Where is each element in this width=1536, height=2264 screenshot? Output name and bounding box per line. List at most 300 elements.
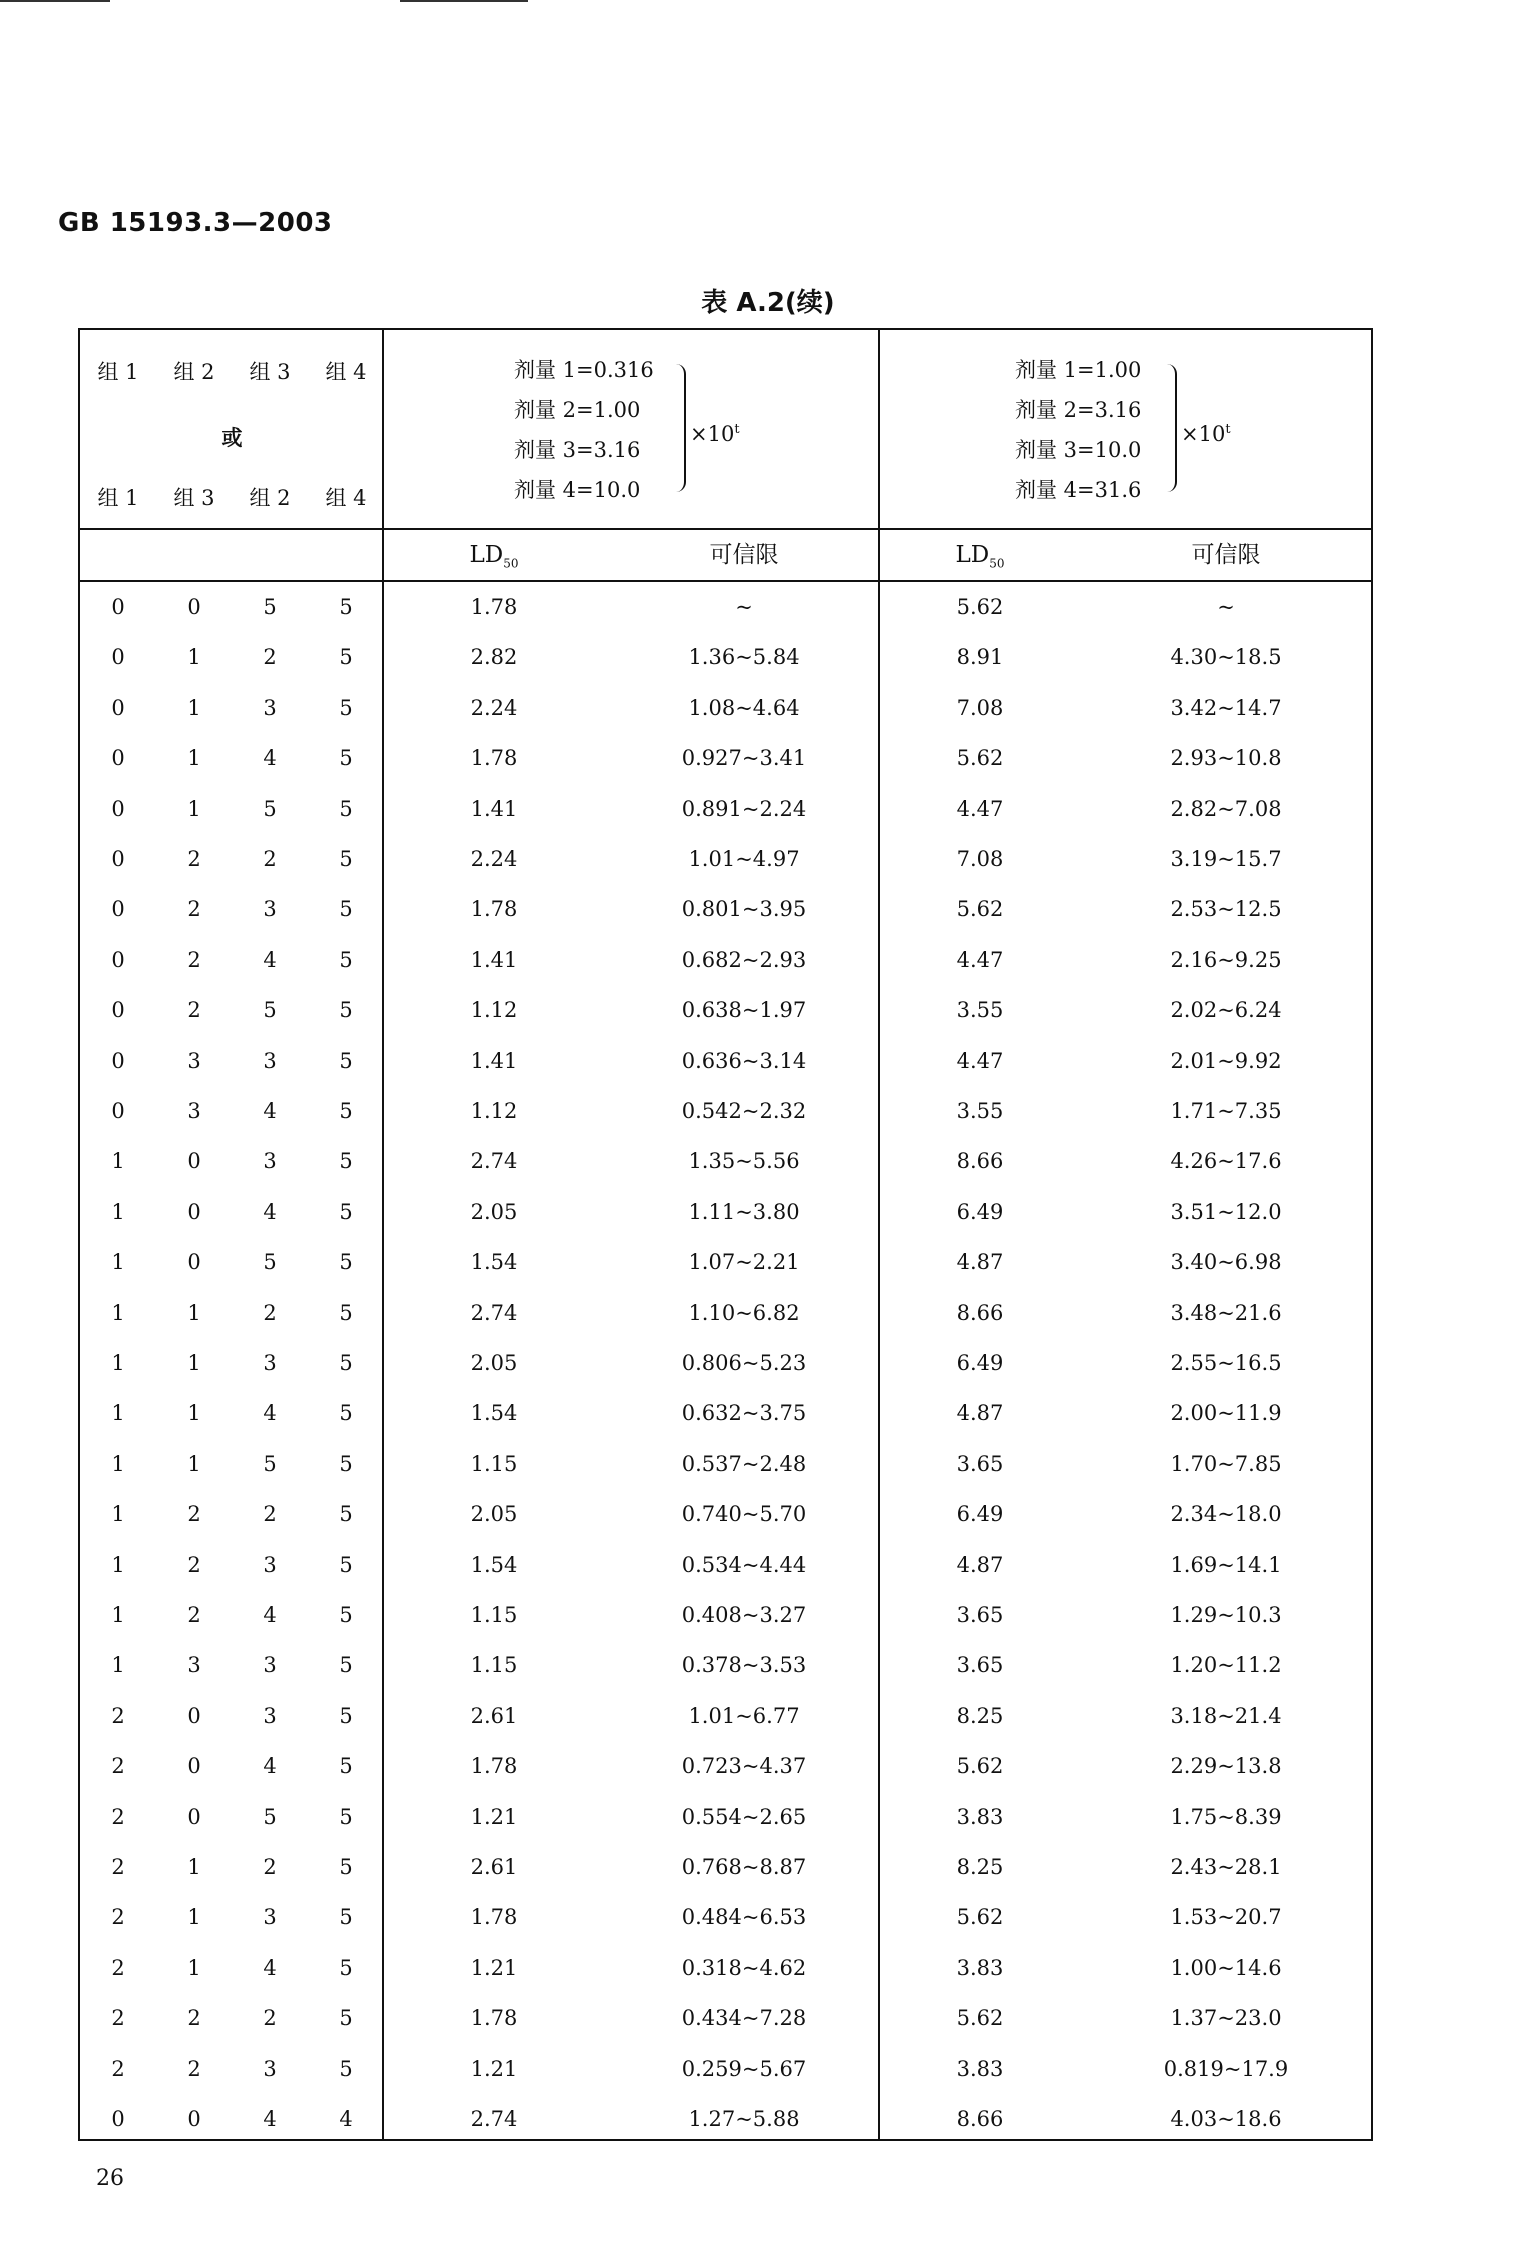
dose-line: 剂量 4=10.0 <box>514 478 641 502</box>
ld50-cell-2: 4.47 <box>956 1048 1004 1073</box>
ld50-cell-1: 1.78 <box>470 746 518 771</box>
confidence-limit-cell-2: 1.37~23.0 <box>1170 2006 1282 2031</box>
ld50-cell-1: 2.24 <box>470 695 518 720</box>
table-row <box>80 1439 1371 1489</box>
group-3-cell: 5 <box>263 1250 277 1275</box>
dose-line: 剂量 2=3.16 <box>1015 398 1142 422</box>
dose-multiplier <box>1181 410 1231 450</box>
group-3-cell: 5 <box>263 998 277 1023</box>
group-2-cell: 2 <box>187 1502 201 1527</box>
group-4-cell: 5 <box>339 2006 353 2031</box>
group-4-cell: 5 <box>339 1199 353 1224</box>
table-row <box>80 2044 1371 2094</box>
data-table <box>78 328 1373 2141</box>
confidence-limit-cell-1: 0.537~2.48 <box>681 1451 807 1476</box>
group-3-cell: 4 <box>263 2107 277 2131</box>
confidence-limit-cell-2: 4.26~17.6 <box>1170 1149 1282 1174</box>
group-1-cell: 0 <box>111 1099 125 1123</box>
brace-mark <box>1165 364 1177 492</box>
ld50-cell-1: 1.15 <box>470 1603 518 1627</box>
ld50-cell-1: 1.78 <box>470 897 518 922</box>
group-3-cell: 4 <box>263 1955 277 1980</box>
confidence-limit-cell-1: 0.682~2.93 <box>681 947 807 972</box>
confidence-limit-cell-2: 2.34~18.0 <box>1170 1502 1282 1527</box>
group-4-cell: 5 <box>339 1754 353 1779</box>
confidence-limit-cell-2: 2.93~10.8 <box>1170 746 1282 771</box>
group-4-cell: 5 <box>339 1149 353 1174</box>
ld50-cell-1: 1.54 <box>470 1552 518 1577</box>
group-2-cell: 0 <box>187 1804 201 1829</box>
ld50-cell-2: 3.83 <box>956 2056 1004 2081</box>
group-label: 组 4 <box>325 486 367 510</box>
confidence-limit-cell-1: 0.636~3.14 <box>681 1048 807 1073</box>
group-4-cell: 5 <box>339 645 353 670</box>
group-4-cell: 5 <box>339 595 353 619</box>
ld50-cell-1: 2.05 <box>470 1502 518 1527</box>
dose-multiplier <box>690 410 740 450</box>
group-3-cell: 4 <box>263 1401 277 1426</box>
dose-line: 剂量 4=31.6 <box>1015 478 1142 502</box>
ld50-cell-2: 3.83 <box>956 1955 1004 1980</box>
ld50-cell-2: 4.87 <box>956 1401 1004 1426</box>
group-4-cell: 5 <box>339 1552 353 1577</box>
ld50-cell-1: 1.41 <box>470 1048 518 1073</box>
ld50-cell-1: 2.74 <box>470 2107 518 2131</box>
group-1-cell: 2 <box>111 1804 125 1829</box>
table-row <box>80 1842 1371 1892</box>
group-3-cell: 2 <box>263 645 277 670</box>
confidence-limit-cell-1: 0.806~5.23 <box>681 1351 807 1375</box>
table-row <box>80 1136 1371 1186</box>
group-1-cell: 1 <box>111 1250 125 1275</box>
ld50-cell-1: 1.54 <box>470 1401 518 1426</box>
group-4-cell: 5 <box>339 1653 353 1678</box>
standard-code: GB 15193.3—2003 <box>58 208 333 238</box>
confidence-limit-cell-2: 4.30~18.5 <box>1170 645 1282 670</box>
group-3-cell: 5 <box>263 595 277 619</box>
table-row <box>80 1640 1371 1690</box>
group-1-cell: 2 <box>111 2056 125 2081</box>
group-3-cell: 4 <box>263 1199 277 1224</box>
confidence-limit-cell-1: 0.891~2.24 <box>681 796 807 821</box>
group-1-cell: 1 <box>111 1300 125 1325</box>
confidence-limit-cell-2: 1.53~20.7 <box>1170 1905 1282 1930</box>
table-row <box>80 632 1371 682</box>
confidence-limit-cell-1: 0.434~7.28 <box>681 2006 807 2031</box>
dose-line: 剂量 3=10.0 <box>1015 438 1142 462</box>
ld50-cell-1: 1.12 <box>470 998 518 1023</box>
table-row <box>80 1892 1371 1942</box>
confidence-limit-cell-2: 2.43~28.1 <box>1170 1855 1282 1879</box>
ld50-cell-2: 3.65 <box>956 1603 1004 1627</box>
confidence-limit-cell-1: 0.318~4.62 <box>681 1955 807 1980</box>
confidence-limit-cell-2: 1.00~14.6 <box>1170 1955 1282 1980</box>
ld50-cell-1: 1.15 <box>470 1451 518 1476</box>
ld50-cell-1: 1.78 <box>470 1905 518 1930</box>
group-2-cell: 2 <box>187 897 201 922</box>
confidence-limit-cell-2: ~ <box>1217 595 1235 619</box>
group-2-cell: 0 <box>187 1754 201 1779</box>
ld50-header-1 <box>384 530 604 580</box>
group-3-cell: 5 <box>263 1451 277 1476</box>
ld50-cell-2: 4.87 <box>956 1552 1004 1577</box>
group-2-cell: 1 <box>187 796 201 821</box>
group-2-cell: 3 <box>187 1099 201 1123</box>
group-4-cell: 5 <box>339 1250 353 1275</box>
group-4-cell: 5 <box>339 1099 353 1123</box>
group-1-cell: 2 <box>111 2006 125 2031</box>
confidence-limit-cell-1: 0.740~5.70 <box>681 1502 807 1527</box>
group-4-cell: 4 <box>339 2107 353 2131</box>
confidence-limit-cell-1: 1.10~6.82 <box>688 1300 800 1325</box>
ld50-cell-2: 5.62 <box>956 1905 1004 1930</box>
group-3-cell: 3 <box>263 1552 277 1577</box>
ld50-cell-2: 6.49 <box>956 1502 1004 1527</box>
ld50-cell-2: 4.47 <box>956 796 1004 821</box>
group-4-cell: 5 <box>339 1905 353 1930</box>
group-4-cell: 5 <box>339 897 353 922</box>
group-2-cell: 1 <box>187 1451 201 1476</box>
group-1-cell: 1 <box>111 1199 125 1224</box>
confidence-limit-cell-2: 2.02~6.24 <box>1170 998 1282 1023</box>
group-1-cell: 2 <box>111 1703 125 1728</box>
ld50-cell-1: 1.78 <box>470 2006 518 2031</box>
ld50-cell-2: 8.66 <box>956 1300 1004 1325</box>
group-2-cell: 1 <box>187 1905 201 1930</box>
confidence-limit-cell-1: 0.768~8.87 <box>681 1855 807 1879</box>
dose-line: 剂量 1=1.00 <box>1015 358 1142 382</box>
group-2-cell: 2 <box>187 1603 201 1627</box>
ld50-cell-1: 2.82 <box>470 645 518 670</box>
table-row <box>80 1187 1371 1237</box>
confidence-limit-cell-2: 3.40~6.98 <box>1170 1250 1282 1275</box>
group-1-cell: 2 <box>111 1905 125 1930</box>
confidence-limit-cell-1: 0.542~2.32 <box>681 1099 807 1123</box>
ld50-cell-2: 3.65 <box>956 1653 1004 1678</box>
group-label: 组 4 <box>325 360 367 384</box>
group-1-cell: 0 <box>111 645 125 670</box>
table-row <box>80 1288 1371 1338</box>
group-2-cell: 1 <box>187 1351 201 1375</box>
group-2-cell: 1 <box>187 1300 201 1325</box>
group-4-cell: 5 <box>339 1804 353 1829</box>
confidence-limit-cell-2: 1.20~11.2 <box>1170 1653 1282 1678</box>
ld50-cell-2: 8.25 <box>956 1703 1004 1728</box>
ld50-cell-2: 8.91 <box>956 645 1004 670</box>
group-1-cell: 1 <box>111 1451 125 1476</box>
group-2-cell: 3 <box>187 1653 201 1678</box>
group-4-cell: 5 <box>339 1955 353 1980</box>
group-label: 组 1 <box>97 360 139 384</box>
group-3-cell: 3 <box>263 1653 277 1678</box>
group-1-cell: 0 <box>111 947 125 972</box>
group-4-cell: 5 <box>339 1300 353 1325</box>
group-3-cell: 3 <box>263 1149 277 1174</box>
confidence-limit-cell-1: 0.723~4.37 <box>681 1754 807 1779</box>
group-3-cell: 2 <box>263 847 277 871</box>
group-2-cell: 3 <box>187 1048 201 1073</box>
group-3-cell: 2 <box>263 1300 277 1325</box>
table-row <box>80 1237 1371 1287</box>
group-2-cell: 1 <box>187 1855 201 1879</box>
confidence-limit-cell-2: 3.19~15.7 <box>1170 847 1282 871</box>
confidence-limit-cell-2: 0.819~17.9 <box>1163 2056 1289 2081</box>
group-1-cell: 0 <box>111 796 125 821</box>
group-2-cell: 0 <box>187 1149 201 1174</box>
group-4-cell: 5 <box>339 847 353 871</box>
confidence-limit-cell-2: 1.75~8.39 <box>1170 1804 1282 1829</box>
table-row <box>80 1993 1371 2043</box>
ld50-cell-2: 5.62 <box>956 595 1004 619</box>
table-row <box>80 1388 1371 1438</box>
group-2-cell: 0 <box>187 1199 201 1224</box>
ld50-cell-2: 5.62 <box>956 897 1004 922</box>
group-4-cell: 5 <box>339 947 353 972</box>
multiplier-text: ×10 <box>690 422 735 446</box>
group-2-cell: 1 <box>187 1401 201 1426</box>
table-title: 表 A.2(续) <box>701 288 835 318</box>
ld50-cell-1: 1.21 <box>470 2056 518 2081</box>
group-4-cell: 5 <box>339 2056 353 2081</box>
group-2-cell: 1 <box>187 746 201 771</box>
group-1-cell: 2 <box>111 1754 125 1779</box>
group-4-cell: 5 <box>339 1451 353 1476</box>
group-3-cell: 3 <box>263 1905 277 1930</box>
group-4-cell: 5 <box>339 1401 353 1426</box>
table-row <box>80 1540 1371 1590</box>
top-rule-2 <box>400 0 528 2</box>
group-3-cell: 4 <box>263 746 277 771</box>
ld50-cell-1: 1.78 <box>470 1754 518 1779</box>
group-2-cell: 1 <box>187 645 201 670</box>
confidence-limit-cell-2: 3.42~14.7 <box>1170 695 1282 720</box>
ld-label: LD <box>955 542 990 568</box>
brace-mark <box>674 364 686 492</box>
table-row <box>80 784 1371 834</box>
table-row <box>80 985 1371 1035</box>
page-number: 26 <box>96 2166 124 2191</box>
table-row <box>80 683 1371 733</box>
confidence-limit-cell-1: 1.01~4.97 <box>688 847 800 871</box>
group-2-cell: 0 <box>187 2107 201 2131</box>
confidence-limit-cell-1: 0.632~3.75 <box>681 1401 807 1426</box>
group-4-cell: 5 <box>339 1855 353 1879</box>
group-2-cell: 2 <box>187 2006 201 2031</box>
group-2-cell: 1 <box>187 1955 201 1980</box>
group-header <box>80 330 384 530</box>
group-3-cell: 4 <box>263 1754 277 1779</box>
confidence-limit-cell-1: 0.408~3.27 <box>681 1603 807 1627</box>
table-row <box>80 1792 1371 1842</box>
ld50-cell-2: 4.47 <box>956 947 1004 972</box>
ld50-cell-2: 6.49 <box>956 1199 1004 1224</box>
confidence-limit-cell-2: 1.29~10.3 <box>1170 1603 1282 1627</box>
confidence-limit-cell-2: 2.29~13.8 <box>1170 1754 1282 1779</box>
ld50-cell-1: 2.05 <box>470 1199 518 1224</box>
ld50-cell-1: 1.41 <box>470 796 518 821</box>
dose-line: 剂量 1=0.316 <box>514 358 654 382</box>
ld50-cell-1: 2.74 <box>470 1149 518 1174</box>
confidence-limit-cell-1: ~ <box>735 595 753 619</box>
ld50-header-2 <box>880 530 1080 580</box>
ld50-cell-1: 1.21 <box>470 1955 518 1980</box>
confidence-limit-cell-2: 3.18~21.4 <box>1170 1703 1282 1728</box>
confidence-limit-cell-1: 1.27~5.88 <box>688 2107 800 2131</box>
group-3-cell: 5 <box>263 796 277 821</box>
group-4-cell: 5 <box>339 1351 353 1375</box>
confidence-limit-cell-1: 0.259~5.67 <box>681 2056 807 2081</box>
group-label: 组 1 <box>97 486 139 510</box>
group-1-cell: 0 <box>111 2107 125 2131</box>
confidence-limit-cell-1: 1.01~6.77 <box>688 1703 800 1728</box>
ld50-cell-1: 1.15 <box>470 1653 518 1678</box>
group-2-cell: 1 <box>187 695 201 720</box>
group-1-cell: 1 <box>111 1603 125 1627</box>
group-1-cell: 2 <box>111 1855 125 1879</box>
group-1-cell: 1 <box>111 1502 125 1527</box>
confidence-limit-cell-2: 2.53~12.5 <box>1170 897 1282 922</box>
ld50-cell-1: 2.24 <box>470 847 518 871</box>
group-2-cell: 2 <box>187 998 201 1023</box>
ld50-cell-1: 2.74 <box>470 1300 518 1325</box>
confidence-limit-cell-2: 1.69~14.1 <box>1170 1552 1282 1577</box>
confidence-limit-cell-2: 1.70~7.85 <box>1170 1451 1282 1476</box>
ld50-cell-1: 2.61 <box>470 1703 518 1728</box>
group-4-cell: 5 <box>339 1703 353 1728</box>
group-2-cell: 0 <box>187 595 201 619</box>
table-row <box>80 1036 1371 1086</box>
ld50-cell-2: 8.66 <box>956 2107 1004 2131</box>
table-row <box>80 935 1371 985</box>
confidence-limit-cell-1: 0.801~3.95 <box>681 897 807 922</box>
confidence-limit-cell-1: 1.07~2.21 <box>688 1250 800 1275</box>
multiplier-exponent: t <box>734 422 740 437</box>
confidence-limit-cell-1: 0.534~4.44 <box>681 1552 807 1577</box>
group-3-cell: 4 <box>263 1099 277 1123</box>
group-4-cell: 5 <box>339 998 353 1023</box>
group-2-cell: 2 <box>187 847 201 871</box>
confidence-limit-cell-2: 2.82~7.08 <box>1170 796 1282 821</box>
ld50-cell-2: 8.25 <box>956 1855 1004 1879</box>
ld50-cell-1: 1.12 <box>470 1099 518 1123</box>
ld50-cell-2: 3.55 <box>956 1099 1004 1123</box>
group-1-cell: 0 <box>111 695 125 720</box>
ld-subscript: 50 <box>503 556 519 571</box>
ld50-cell-2: 4.87 <box>956 1250 1004 1275</box>
confidence-limit-cell-2: 1.71~7.35 <box>1170 1099 1282 1123</box>
group-3-cell: 3 <box>263 897 277 922</box>
confidence-limit-cell-2: 2.55~16.5 <box>1170 1351 1282 1375</box>
group-label: 组 3 <box>173 486 215 510</box>
ld-label: LD <box>469 542 504 568</box>
confidence-limit-header-1: 可信限 <box>709 542 779 568</box>
confidence-limit-cell-1: 1.08~4.64 <box>688 695 800 720</box>
ld50-cell-2: 5.62 <box>956 1754 1004 1779</box>
group-4-cell: 5 <box>339 746 353 771</box>
group-3-cell: 4 <box>263 947 277 972</box>
group-1-cell: 1 <box>111 1351 125 1375</box>
group-2-cell: 2 <box>187 1552 201 1577</box>
confidence-limit-cell-2: 4.03~18.6 <box>1170 2107 1282 2131</box>
ld-subscript: 50 <box>989 556 1005 571</box>
ld50-cell-2: 7.08 <box>956 847 1004 871</box>
ld50-cell-2: 3.65 <box>956 1451 1004 1476</box>
or-label: 或 <box>221 425 243 450</box>
group-1-cell: 0 <box>111 847 125 871</box>
group-1-cell: 1 <box>111 1401 125 1426</box>
group-4-cell: 5 <box>339 1048 353 1073</box>
group-label: 组 2 <box>249 486 291 510</box>
group-2-cell: 2 <box>187 2056 201 2081</box>
dose-set-2 <box>1015 350 1315 510</box>
confidence-limit-cell-1: 1.11~3.80 <box>688 1199 800 1224</box>
group-3-cell: 4 <box>263 1603 277 1627</box>
group-4-cell: 5 <box>339 796 353 821</box>
ld50-cell-1: 1.54 <box>470 1250 518 1275</box>
group-1-cell: 0 <box>111 746 125 771</box>
confidence-limit-cell-1: 1.35~5.56 <box>688 1149 800 1174</box>
group-3-cell: 2 <box>263 2006 277 2031</box>
table-row <box>80 1691 1371 1741</box>
group-4-cell: 5 <box>339 1603 353 1627</box>
ld50-cell-2: 6.49 <box>956 1351 1004 1375</box>
group-2-cell: 0 <box>187 1703 201 1728</box>
dose-line: 剂量 2=1.00 <box>514 398 641 422</box>
group-1-cell: 2 <box>111 1955 125 1980</box>
dose-line: 剂量 3=3.16 <box>514 438 641 462</box>
group-3-cell: 3 <box>263 1351 277 1375</box>
ld50-cell-2: 3.55 <box>956 998 1004 1023</box>
table-row <box>80 834 1371 884</box>
confidence-limit-cell-1: 0.484~6.53 <box>681 1905 807 1930</box>
confidence-limit-cell-1: 0.554~2.65 <box>681 1804 807 1829</box>
table-row <box>80 1943 1371 1993</box>
ld50-cell-1: 2.05 <box>470 1351 518 1375</box>
table-row <box>80 1338 1371 1388</box>
group-3-cell: 2 <box>263 1502 277 1527</box>
group-3-cell: 3 <box>263 695 277 720</box>
confidence-limit-cell-2: 2.00~11.9 <box>1170 1401 1282 1426</box>
confidence-limit-cell-2: 3.48~21.6 <box>1170 1300 1282 1325</box>
confidence-limit-cell-1: 0.638~1.97 <box>681 998 807 1023</box>
group-1-cell: 0 <box>111 998 125 1023</box>
group-1-cell: 1 <box>111 1149 125 1174</box>
ld50-cell-2: 8.66 <box>956 1149 1004 1174</box>
group-label: 组 3 <box>249 360 291 384</box>
group-3-cell: 2 <box>263 1855 277 1879</box>
confidence-limit-cell-2: 2.16~9.25 <box>1170 947 1282 972</box>
ld50-cell-2: 7.08 <box>956 695 1004 720</box>
ld50-cell-2: 5.62 <box>956 746 1004 771</box>
group-1-cell: 1 <box>111 1653 125 1678</box>
group-4-cell: 5 <box>339 1502 353 1527</box>
table-row <box>80 1086 1371 1136</box>
group-3-cell: 5 <box>263 1804 277 1829</box>
group-2-cell: 0 <box>187 1250 201 1275</box>
table-row <box>80 582 1371 632</box>
confidence-limit-cell-1: 0.927~3.41 <box>681 746 807 771</box>
dose-set-1 <box>514 350 814 510</box>
group-1-cell: 0 <box>111 1048 125 1073</box>
group-2-cell: 2 <box>187 947 201 972</box>
table-row <box>80 1741 1371 1791</box>
ld50-cell-1: 2.61 <box>470 1855 518 1879</box>
ld50-cell-1: 1.41 <box>470 947 518 972</box>
ld50-cell-2: 5.62 <box>956 2006 1004 2031</box>
confidence-limit-cell-1: 1.36~5.84 <box>688 645 800 670</box>
confidence-limit-cell-2: 3.51~12.0 <box>1170 1199 1282 1224</box>
top-rule-1 <box>0 0 110 2</box>
